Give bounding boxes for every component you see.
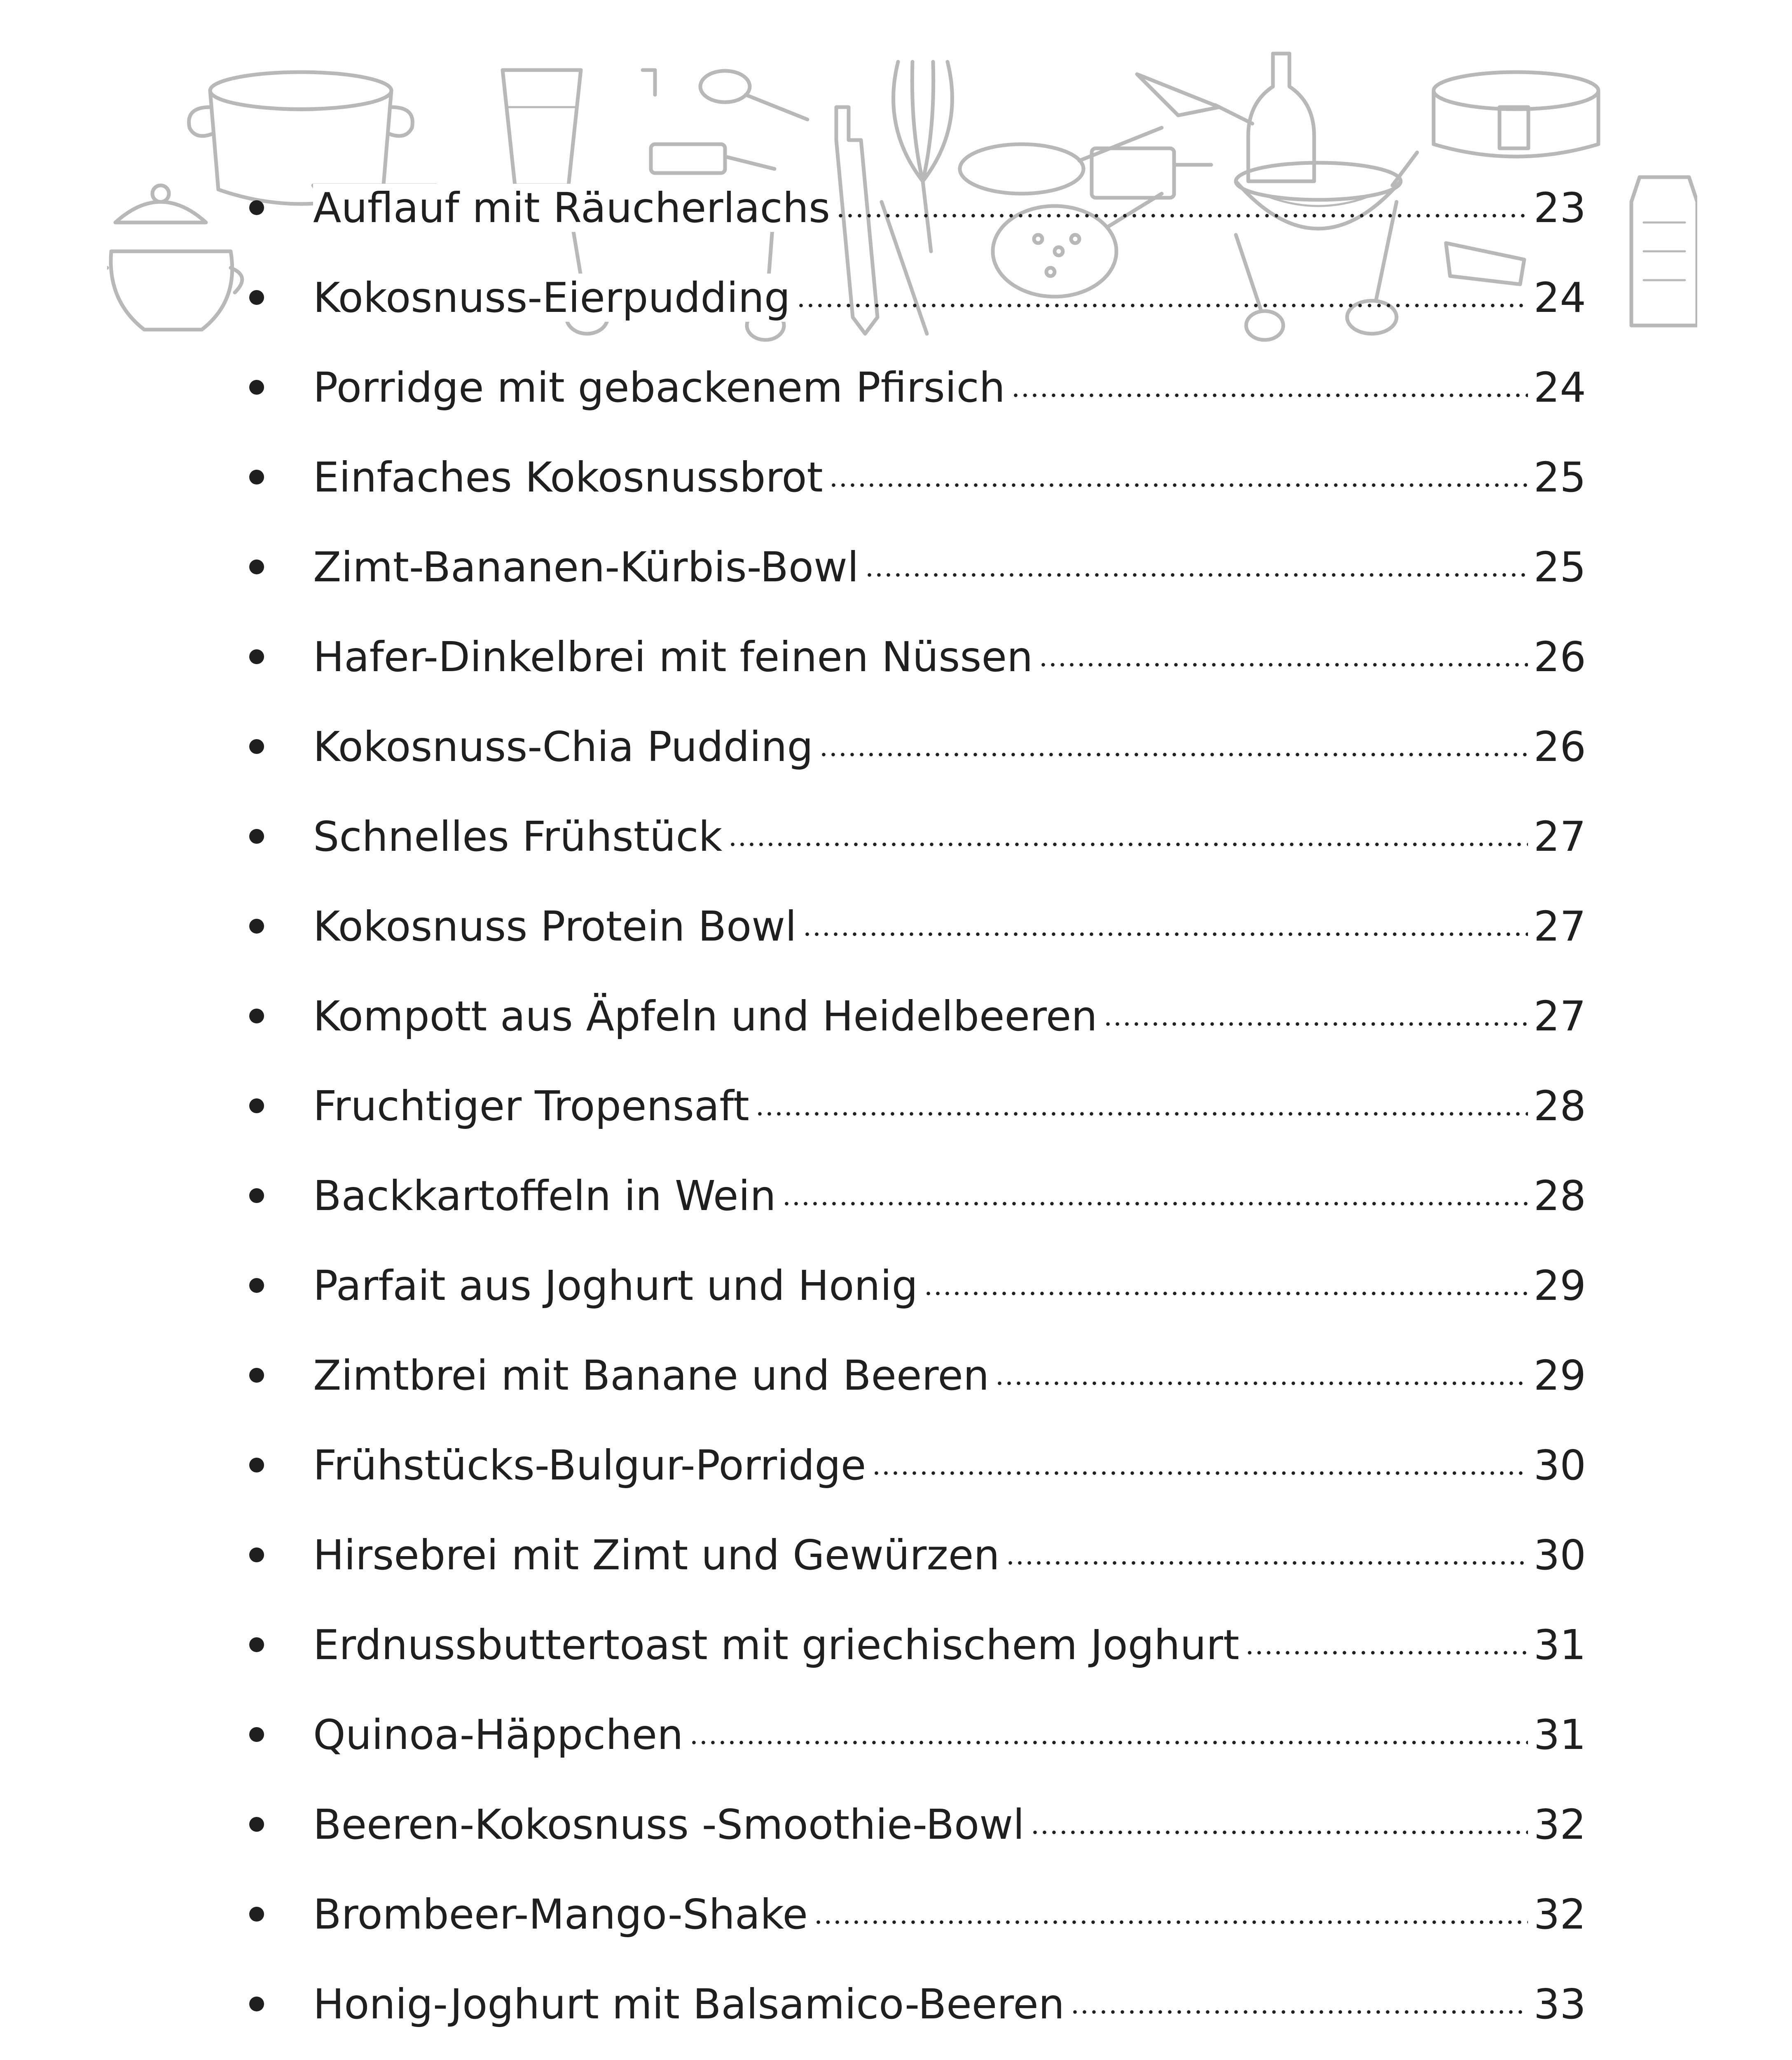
- toc-entry[interactable]: [239, 2049, 1586, 2060]
- toc-entry-line: [313, 1779, 1586, 1869]
- toc-entry-title: Kokosnuss-Eierpudding: [313, 274, 796, 322]
- toc-entry-line: [313, 253, 1586, 342]
- toc-entry[interactable]: [239, 1330, 1586, 1420]
- toc-entry-page-number: 28: [1533, 1171, 1586, 1220]
- bullet-icon: [249, 739, 264, 754]
- bullet-icon: [249, 1188, 264, 1203]
- toc-entry[interactable]: [239, 1779, 1586, 1869]
- toc-entry-title: Beeren-Kokosnuss -Smoothie-Bowl: [313, 1800, 1030, 1849]
- toc-entry[interactable]: [239, 1869, 1586, 1959]
- bullet-icon: [249, 380, 264, 395]
- toc-entry-line: [313, 1420, 1586, 1510]
- toc-entry[interactable]: [239, 1241, 1586, 1330]
- spoon-icon: [643, 70, 807, 173]
- dot-leader: [689, 1714, 1528, 1755]
- bullet-icon: [249, 1907, 264, 1922]
- toc-entry-page-number: 27: [1533, 812, 1586, 861]
- toc-entry-page-number: 31: [1533, 1620, 1586, 1669]
- dot-leader: [865, 546, 1528, 588]
- bullet-icon: [249, 290, 264, 305]
- bullet-icon: [249, 1278, 264, 1293]
- bullet-icon: [249, 1997, 264, 2011]
- bullet-icon: [249, 1368, 264, 1383]
- toc-entry-page-number: 33: [1533, 1980, 1586, 2028]
- toc-entry-title: Hafer-Dinkelbrei mit feinen Nüssen: [313, 633, 1039, 681]
- toc-entry[interactable]: [239, 881, 1586, 971]
- toc-entry-line: [313, 971, 1586, 1061]
- dot-leader: [1006, 1534, 1528, 1575]
- toc-entry-page-number: 29: [1533, 1351, 1586, 1400]
- toc-entry-line: [313, 2049, 1586, 2060]
- toc-entry-page-number: 27: [1533, 902, 1586, 950]
- dot-leader: [1245, 1624, 1528, 1665]
- toc-entry-line: [313, 1690, 1586, 1779]
- dot-leader: [1030, 1804, 1528, 1845]
- toc-entry-title: Frühstücks-Bulgur-Porridge: [313, 1441, 872, 1489]
- dot-leader: [1070, 1983, 1528, 2025]
- toc-entry[interactable]: [239, 1600, 1586, 1690]
- toc-entry-title: Kokosnuss Protein Bowl: [313, 902, 802, 950]
- toc-entry-title: Einfaches Kokosnussbrot: [313, 453, 829, 501]
- toc-entry[interactable]: [239, 971, 1586, 1061]
- table-of-contents: [239, 163, 1586, 2060]
- toc-entry-page-number: 30: [1533, 1441, 1586, 1489]
- toc-entry[interactable]: [239, 791, 1586, 881]
- toc-entry[interactable]: [239, 1690, 1586, 1779]
- toc-entry-line: [313, 612, 1586, 702]
- dot-leader: [829, 456, 1528, 498]
- dot-leader: [1039, 636, 1528, 677]
- dot-leader: [1103, 995, 1528, 1037]
- bullet-icon: [249, 200, 264, 215]
- lid-icon: [115, 185, 206, 222]
- toc-entry-line: [313, 1241, 1586, 1330]
- bullet-icon: [249, 919, 264, 934]
- toc-entry-line: [313, 702, 1586, 791]
- toc-entry-title: Quinoa-Häppchen: [313, 1711, 689, 1759]
- toc-entry-page-number: 27: [1533, 992, 1586, 1040]
- dot-leader: [1011, 367, 1528, 408]
- toc-entry-title: Parfait aus Joghurt und Honig: [313, 1262, 924, 1310]
- toc-entry-line: [313, 1869, 1586, 1959]
- dot-leader: [836, 187, 1528, 228]
- toc-entry-line: [313, 1151, 1586, 1241]
- toc-entry-title: Erdnussbuttertoast mit griechischem Joghurt: [313, 1621, 1245, 1669]
- toc-entry[interactable]: [239, 1959, 1586, 2049]
- toc-entry-title: Auflauf mit Räucherlachs: [313, 184, 836, 232]
- knife-icon: [1137, 74, 1252, 124]
- toc-entry-page-number: 24: [1533, 273, 1586, 322]
- grater-icon: [1631, 177, 1697, 325]
- toc-entry[interactable]: [239, 253, 1586, 342]
- toc-entry-line: [313, 1959, 1586, 2049]
- toc-entry[interactable]: [239, 702, 1586, 791]
- toc-entry-page-number: 25: [1533, 543, 1586, 591]
- toc-entry-title: Honig-Joghurt mit Balsamico-Beeren: [313, 1980, 1070, 2028]
- toc-entry-page-number: 25: [1533, 453, 1586, 501]
- dot-leader: [872, 1444, 1528, 1486]
- bullet-icon: [249, 1009, 264, 1023]
- toc-entry-title: Brombeer-Mango-Shake: [313, 1890, 814, 1938]
- toc-entry[interactable]: [239, 522, 1586, 612]
- dot-leader: [728, 816, 1528, 857]
- toc-entry-page-number: 31: [1533, 1710, 1586, 1759]
- bullet-icon: [249, 1458, 264, 1472]
- toc-entry-line: [313, 881, 1586, 971]
- bullet-icon: [249, 1098, 264, 1113]
- cake-pan-icon: [1434, 72, 1598, 157]
- dot-leader: [924, 1265, 1528, 1306]
- sugar-bowl-icon: [107, 251, 242, 330]
- bullet-icon: [249, 1817, 264, 1832]
- dot-leader: [755, 1085, 1528, 1126]
- dot-leader: [802, 906, 1528, 947]
- toc-entry[interactable]: [239, 342, 1586, 432]
- toc-entry-line: [313, 163, 1586, 253]
- toc-entry-line: [313, 1330, 1586, 1420]
- toc-entry-title: Hirsebrei mit Zimt und Gewürzen: [313, 1531, 1006, 1579]
- toc-entry-title: Kokosnuss-Chia Pudding: [313, 723, 819, 771]
- toc-entry-line: [313, 1510, 1586, 1600]
- toc-entry-title: Backkartoffeln in Wein: [313, 1172, 782, 1220]
- toc-entry[interactable]: [239, 612, 1586, 702]
- dot-leader: [782, 1175, 1528, 1216]
- toc-entry-page-number: 26: [1533, 722, 1586, 771]
- toc-entry-page-number: 23: [1533, 183, 1586, 232]
- dot-leader: [796, 277, 1528, 318]
- toc-entry[interactable]: [239, 1420, 1586, 1510]
- bullet-icon: [249, 1727, 264, 1742]
- toc-entry-line: [313, 791, 1586, 881]
- toc-entry-line: [313, 1600, 1586, 1690]
- bullet-icon: [249, 1637, 264, 1652]
- toc-entry-title: Zimtbrei mit Banane und Beeren: [313, 1351, 995, 1400]
- toc-entry-title: Kompott aus Äpfeln und Heidelbeeren: [313, 992, 1103, 1040]
- bullet-icon: [249, 649, 264, 664]
- toc-entry[interactable]: [239, 432, 1586, 522]
- toc-entry-page-number: 32: [1533, 1890, 1586, 1938]
- toc-entry[interactable]: [239, 1510, 1586, 1600]
- toc-entry-page-number: 29: [1533, 1261, 1586, 1310]
- toc-entry-line: [313, 1061, 1586, 1151]
- toc-entry-title: Zimt-Bananen-Kürbis-Bowl: [313, 543, 865, 591]
- toc-entry-page-number: 32: [1533, 1800, 1586, 1849]
- toc-entry-title: Fruchtiger Tropensaft: [313, 1082, 755, 1130]
- toc-entry-page-number: 24: [1533, 363, 1586, 412]
- toc-entry-line: [313, 432, 1586, 522]
- toc-entry[interactable]: [239, 1151, 1586, 1241]
- bullet-icon: [249, 1547, 264, 1562]
- dot-leader: [995, 1355, 1528, 1396]
- bullet-icon: [249, 829, 264, 844]
- toc-entry-line: [313, 342, 1586, 432]
- toc-entry-page-number: 30: [1533, 1531, 1586, 1579]
- bullet-icon: [249, 470, 264, 485]
- toc-entry[interactable]: [239, 1061, 1586, 1151]
- toc-entry-line: [313, 522, 1586, 612]
- toc-entry-title: Porridge mit gebackenem Pfirsich: [313, 363, 1011, 412]
- dot-leader: [814, 1894, 1528, 1935]
- bullet-icon: [249, 559, 264, 574]
- toc-entry-page-number: 28: [1533, 1082, 1586, 1130]
- toc-entry-page-number: 26: [1533, 632, 1586, 681]
- toc-entry-title: Schnelles Frühstück: [313, 812, 728, 861]
- dot-leader: [819, 726, 1528, 767]
- toc-entry[interactable]: [239, 163, 1586, 253]
